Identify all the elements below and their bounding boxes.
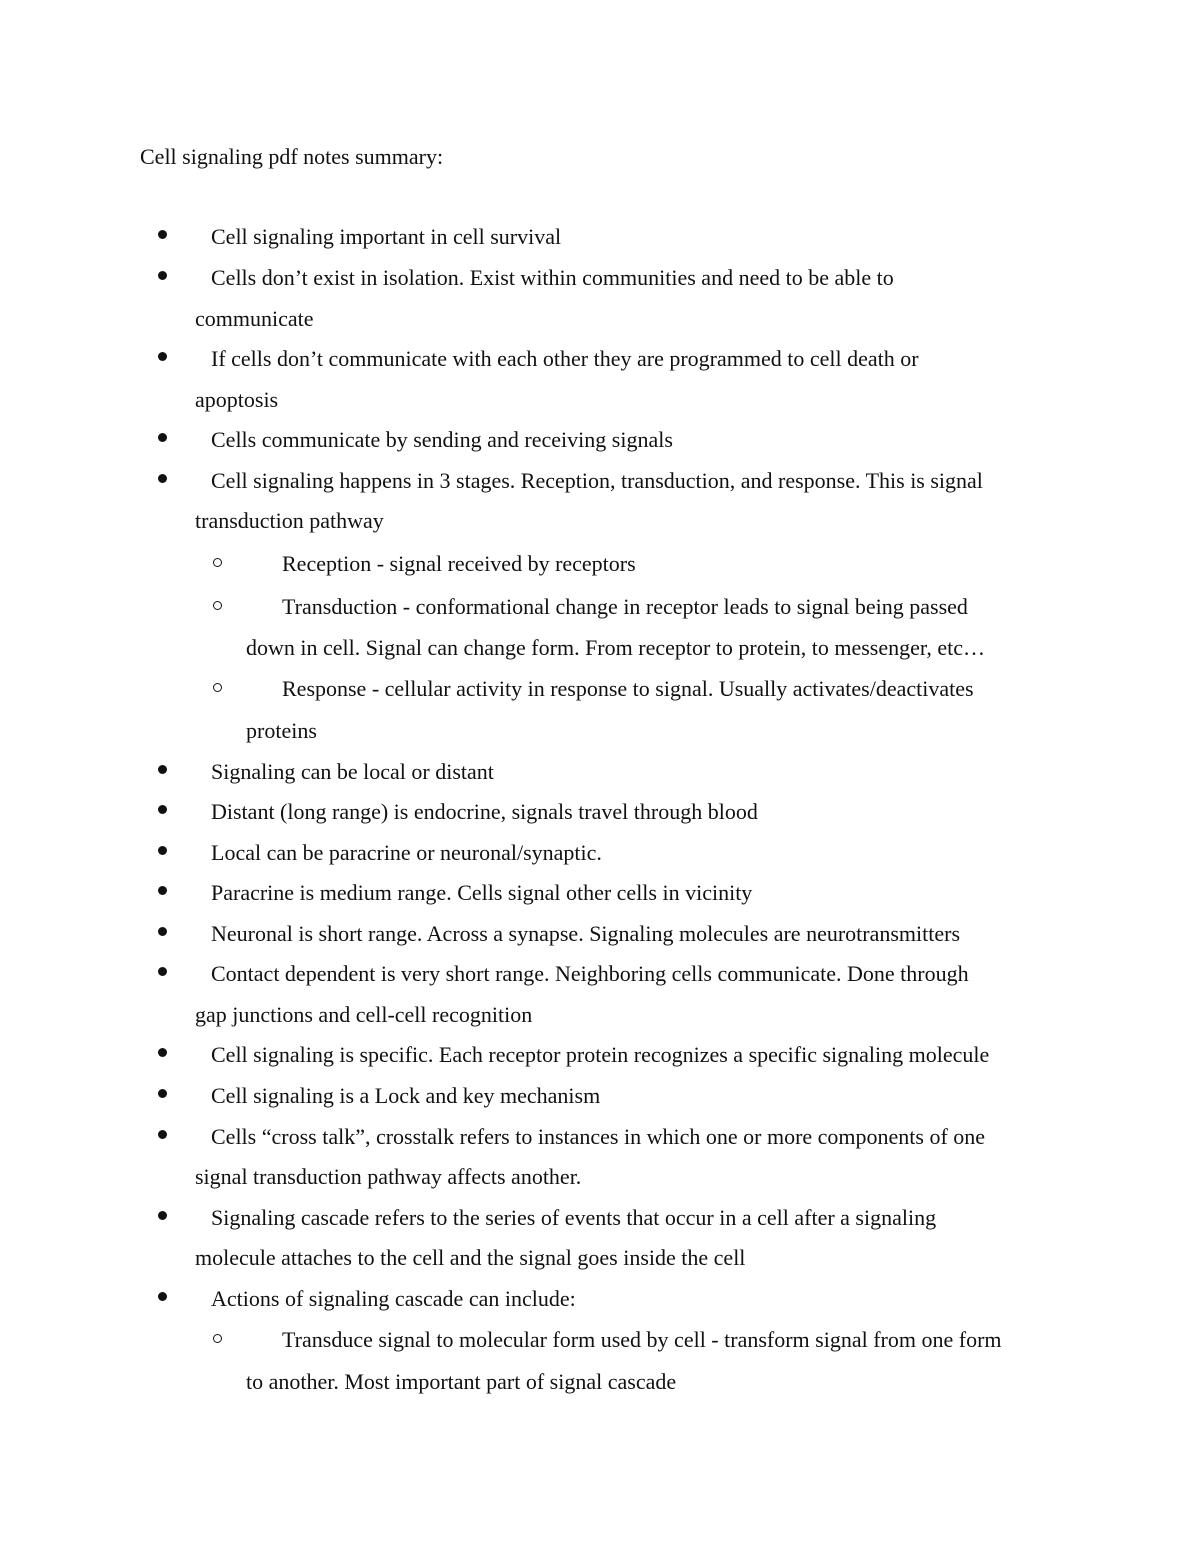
list-item-text: molecule attaches to the cell and the signal goes inside the cell <box>195 1245 746 1270</box>
list-item-text: Contact dependent is very short range. Neighboring cells communicate. Done through <box>211 961 969 986</box>
list-item-text: signal transduction pathway affects another. <box>195 1164 582 1189</box>
hollow-bullet-icon <box>213 558 222 567</box>
hollow-bullet-icon <box>213 601 222 610</box>
list-item-text: Cell signaling is specific. Each receptor protein recognizes a specific signaling molecule <box>211 1042 990 1067</box>
bullet-icon <box>158 474 167 483</box>
list-item-text: Cell signaling important in cell survival <box>211 224 562 249</box>
bullet-icon <box>158 433 167 442</box>
bullet-icon <box>158 846 167 855</box>
list-item-text: Neuronal is short range. Across a synapse. Signaling molecules are neurotransmitters <box>211 921 961 946</box>
bullet-icon <box>158 805 167 814</box>
bullet-icon <box>158 765 167 774</box>
bullet-icon <box>158 230 167 239</box>
sub-list-item-text: Transduce signal to molecular form used by cell - transform signal from one form <box>282 1327 1002 1352</box>
bullet-icon <box>158 886 167 895</box>
list-item-text: Cells “cross talk”, crosstalk refers to instances in which one or more components of one <box>211 1124 986 1149</box>
sub-list-item-text: Response - cellular activity in response to signal. Usually activates/deactivates <box>282 676 974 701</box>
bullet-icon <box>158 352 167 361</box>
sub-list-item-text: to another. Most important part of signal cascade <box>246 1369 677 1394</box>
list-item-text: Signaling cascade refers to the series of events that occur in a cell after a signaling <box>211 1205 937 1230</box>
hollow-bullet-icon <box>213 1334 222 1343</box>
bullet-icon <box>158 1292 167 1301</box>
list-item-text: If cells don’t communicate with each other they are programmed to cell death or <box>211 346 919 371</box>
list-item-text: apoptosis <box>195 387 279 412</box>
list-item-text: transduction pathway <box>195 508 384 533</box>
sub-list-item-text: proteins <box>246 718 317 743</box>
bullet-icon <box>158 927 167 936</box>
bullet-icon <box>158 967 167 976</box>
list-item-text: Distant (long range) is endocrine, signals travel through blood <box>211 799 758 824</box>
bullet-icon <box>158 271 167 280</box>
sub-list-item-text: Reception - signal received by receptors <box>282 551 636 576</box>
list-item-text: Cell signaling is a Lock and key mechanism <box>211 1083 601 1108</box>
list-item-text: Cells don’t exist in isolation. Exist within communities and need to be able to <box>211 265 894 290</box>
list-item-text: Cells communicate by sending and receiving signals <box>211 427 673 452</box>
list-item-text: gap junctions and cell-cell recognition <box>195 1002 533 1027</box>
list-item-text: Signaling can be local or distant <box>211 759 494 784</box>
list-item-text: Local can be paracrine or neuronal/synaptic. <box>211 840 602 865</box>
bullet-icon <box>158 1048 167 1057</box>
sub-list-item-text: Transduction - conformational change in receptor leads to signal being passed <box>282 594 968 619</box>
bullet-icon <box>158 1089 167 1098</box>
bullet-icon <box>158 1130 167 1139</box>
list-item-text: Cell signaling happens in 3 stages. Reception, transduction, and response. This is signal <box>211 468 983 493</box>
list-item-text: Paracrine is medium range. Cells signal other cells in vicinity <box>211 880 753 905</box>
list-item-text: Actions of signaling cascade can include: <box>211 1286 576 1311</box>
hollow-bullet-icon <box>213 683 222 692</box>
page-title: Cell signaling pdf notes summary: <box>140 144 444 169</box>
bullet-icon <box>158 1211 167 1220</box>
list-item-text: communicate <box>195 306 314 331</box>
sub-list-item-text: down in cell. Signal can change form. From receptor to protein, to messenger, etc… <box>246 635 985 660</box>
